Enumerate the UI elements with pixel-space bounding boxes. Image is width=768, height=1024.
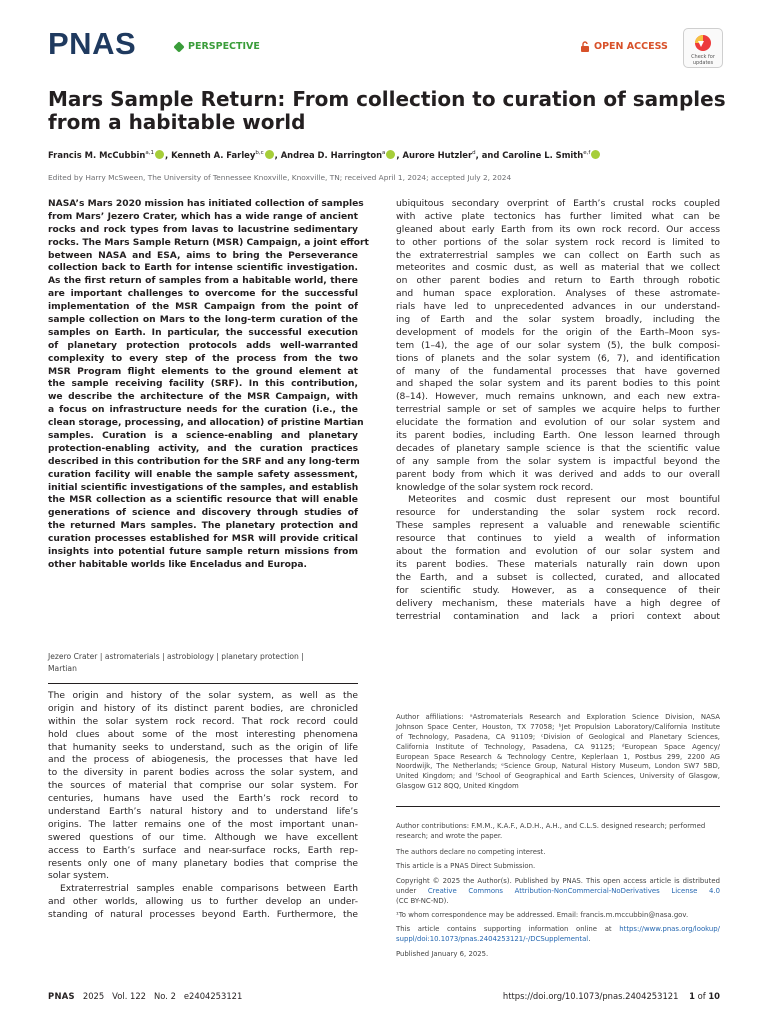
author-5[interactable]: Caroline L. Smith$^{e,f}$	[502, 150, 591, 160]
abstract-line: other habitable worlds like Enceladus and Europa.	[48, 559, 308, 570]
body-line: standing of natural processes beyond Earth. Furthermore, the	[48, 910, 358, 921]
body-line: elucidate the formation and evolution of our solar system and	[396, 418, 720, 429]
abstract-line: of planetary protection protocols adds well-warranted	[48, 340, 358, 351]
body-line: resource for understanding the solar system rock record.	[396, 508, 720, 519]
body-line: and human space exploration. Analyses of these astromate-	[396, 289, 720, 300]
body-line: hold clues about some of the most interesting phenomena	[48, 729, 358, 740]
body-line: its parent bodies. These materials naturally rain down upon	[396, 559, 720, 570]
body-line: centuries, humans have used the Earth’s rock record to	[48, 794, 358, 805]
abstract-line: complexity to every step of the process from the two	[48, 353, 358, 364]
body-line: of any sample from the solar system is impactful beyond the	[396, 456, 720, 467]
perspective-icon	[173, 41, 184, 52]
keyword-line: Jezero Crater | astromaterials | astrobiology | planetary protection |	[48, 652, 304, 661]
body-left-column	[48, 690, 358, 922]
abstract-line: curation facility will enable the sample safety assessment,	[48, 469, 358, 480]
abstract-line: samples on Earth. In particular, the successful execution	[48, 327, 358, 338]
open-access-text: OPEN ACCESS	[594, 41, 668, 52]
author-affiliations	[396, 713, 720, 792]
abstract-line: generations of science and discovery through studies of	[48, 508, 358, 519]
supporting-info-note: This article contains supporting information online at https://www.pnas.org/lookup/ suppl/doi:10.1073/pnas.2404253121/-/DCSupplemental.	[396, 925, 720, 943]
body-line: solar system.	[48, 871, 110, 882]
abstract-line: from Mars’ Jezero Crater, which has a wide range of ancient	[48, 211, 358, 222]
affiliation-line: California Institute of Technology, Pasadena, CA 91125; ᵈEuropean Space Agency/	[396, 742, 720, 751]
abstract-line: the MSR collection as a scientific resource that will enable	[48, 495, 358, 506]
published-date: Published January 6, 2025.	[396, 950, 489, 958]
body-line: tions of planets and the solar system (6, 7), and identification	[396, 353, 720, 364]
abstract-line: protection-enabling activity, and the curation practices	[48, 443, 358, 454]
body-line: about the formation and evolution of our solar system and	[396, 547, 720, 558]
body-line: its parent bodies, including Earth. One lesson learned through	[396, 431, 720, 442]
abstract-line: are important challenges to overcome for the successful	[48, 289, 358, 300]
abstract-line: initial scientific investigations of the samples, and establish	[48, 482, 359, 493]
body-line: for scientific study. However, as a consequence of their	[396, 585, 720, 596]
abstract-line: samples. Curation is a science-enabling and planetary	[48, 431, 358, 442]
body-line: Extraterrestrial samples enable comparisons between Earth	[60, 884, 358, 895]
body-line: resents only one of many planetary bodies that comprise the	[48, 858, 358, 869]
affiliation-line: of Technology, Pasadena, CA 91109; ᶜDivision of Geological and Planetary Sciences,	[396, 732, 720, 741]
abstract-line: collection back to Earth for intense scientific investigation.	[48, 263, 358, 274]
supporting-info-link-cont[interactable]: suppl/doi:10.1073/pnas.2404253121/-/DCSupplemental	[396, 934, 589, 943]
check-for-updates-button[interactable]	[683, 28, 723, 68]
footer-citation: 2025 Vol. 122 No. 2 e2404253121	[82, 991, 243, 1001]
check-updates-text: Check for updates	[691, 54, 715, 66]
submission-note: This article is a PNAS Direct Submission.	[396, 862, 536, 870]
body-line: ing of Earth and the solar system broadly, including the	[396, 315, 720, 326]
affiliation-line: Glasgow G12 8QQ, United Kingdom	[396, 782, 519, 791]
abstract	[48, 198, 369, 572]
abstract-line: insights into potential future sample return missions from	[48, 547, 358, 558]
copyright-note: Copyright © 2025 the Author(s). Published by PNAS. This open access article is distributed under Creative Commons Attribution-NonCommercial-NoDerivatives License 4.0 (CC BY-NC-ND).	[396, 877, 720, 905]
body-line: resource that continues to yield a wealth of information	[396, 534, 720, 545]
body-line: gleaned about early Earth from its own rock record. Our access	[396, 224, 720, 235]
body-line: to the diversity in parent bodies across the solar system, and	[48, 768, 358, 779]
body-right-column	[396, 198, 720, 623]
license-link[interactable]: Creative Commons Attribution-NonCommercial-NoDerivatives License 4.0	[427, 886, 720, 895]
body-line: (8–14). However, much remains unknown, and each new extra-	[396, 392, 720, 403]
affiliation-line: Johnson Space Center, Houston, TX 77058; ᵇJet Propulsion Laboratory/California Institute	[396, 722, 720, 731]
abstract-line: between NASA and ESA, aims to bring the Perseverance	[48, 250, 358, 261]
page-total: 10	[708, 991, 720, 1001]
orcid-icon[interactable]	[155, 150, 164, 159]
keywords	[48, 651, 358, 674]
body-line: the extraterrestrial samples we can collect on Earth such as	[396, 250, 720, 261]
body-paragraph	[396, 494, 720, 623]
body-line: within the solar system rock record. That rock record could	[48, 716, 358, 727]
body-line: swered questions of our time. Although we have excellent	[48, 832, 358, 843]
author-4[interactable]: Aurore Hutzler$^d$	[402, 150, 476, 160]
body-line: understand Earth’s natural history and to understand life’s	[48, 807, 358, 818]
affiliation-line: European Space Research & Technology Centre, Keplerlaan 1, Postbus 299, 2200 AG	[396, 752, 720, 761]
author-3[interactable]: Andrea D. Harrington$^a$	[280, 150, 386, 160]
abstract-line: rocks and rock types from lavas to lacustrine sedimentary	[48, 224, 358, 235]
body-line: Meteorites and cosmic dust represent our most bountiful	[408, 495, 720, 506]
body-paragraph	[48, 690, 358, 883]
body-line: with active plate tectonics has further limited what can be	[396, 211, 720, 222]
orcid-icon[interactable]	[386, 150, 395, 159]
affiliation-line: United Kingdom; and ᶠSchool of Geographical and Earth Sciences, University of Glasgow,	[396, 772, 720, 781]
body-line: to other portions of the solar system rock record is limited to	[396, 237, 720, 248]
open-access-badge[interactable]	[580, 41, 668, 52]
body-line: of many of the fundamental processes that have governed	[396, 366, 720, 377]
abstract-line: As the first return of samples from a habitable world, there	[48, 276, 358, 287]
orcid-icon[interactable]	[591, 150, 600, 159]
body-line: rials have led to unprecedented advances in our understand-	[396, 302, 720, 313]
abstract-line: MSR Program flight elements to the ground element at	[48, 366, 358, 377]
body-paragraph	[396, 198, 720, 494]
competing-interest: The authors declare no competing interest.	[396, 848, 546, 856]
body-line: and other worlds, allowing us to further develop an under-	[48, 897, 358, 908]
open-lock-icon	[580, 41, 590, 52]
footer-journal[interactable]: PNAS	[48, 991, 75, 1001]
abstract-line: rocks. The Mars Sample Return (MSR) Campaign, a joint effort	[48, 237, 369, 248]
body-line: and shaped the solar system and its parent bodies to this point	[396, 379, 720, 390]
body-line: tem (1–4), the age of our solar system (5), the bulk composi-	[396, 340, 720, 351]
abstract-line: described in this contribution for the SRF and any long-term	[48, 456, 360, 467]
body-line: knowledge of the solar system rock record.	[396, 482, 594, 493]
supporting-info-link[interactable]: https://www.pnas.org/lookup/	[619, 925, 720, 933]
journal-logo[interactable]: PNAS	[48, 26, 137, 61]
author-1[interactable]: Francis M. McCubbin$^{a,1}$	[48, 150, 154, 160]
body-line: decades of planetary sample science is that the scientific value	[396, 443, 720, 454]
abstract-line: the returned Mars samples. The planetary protection and	[48, 521, 358, 532]
abstract-line: NASA’s Mars 2020 mission has initiated collection of samples	[48, 199, 364, 209]
body-line: parent body from which it was derived and adds to our overall	[396, 469, 720, 480]
page-current: 1	[689, 991, 695, 1001]
abstract-line: sample collection on Mars to the long-term curation of the	[48, 315, 358, 326]
body-line: origins. The latter remains one of the most important unan-	[48, 819, 358, 830]
body-line: ubiquitous secondary overprint of Earth’s crustal rocks coupled	[396, 199, 720, 209]
affiliation-line: Author affiliations: ᵃAstromaterials Research and Exploration Science Division, NASA	[396, 713, 720, 721]
body-line: These samples represent a valuable and renewable scientific	[396, 521, 720, 532]
affiliation-line: Noordwijk, The Netherlands; ᵉScience Group, Natural History Museum, London SW7 5BD,	[396, 762, 720, 771]
section-label	[174, 41, 260, 52]
body-line: delivery mechanism, these materials have a high degree of	[396, 598, 720, 609]
author-contributions: Author contributions: F.M.M., K.A.F., A.D.H., A.H., and C.L.S. designed research; performed research; and wrote the paper.	[396, 822, 706, 840]
article-title: Mars Sample Return: From collection to curation of samples from a habitable world	[48, 87, 726, 134]
correspondence-note: ¹To whom correspondence may be addressed. Email: francis.m.mccubbin@nasa.gov.	[396, 911, 689, 919]
footer-doi-link[interactable]: https://doi.org/10.1073/pnas.2404253121	[502, 991, 679, 1001]
abstract-line: clean storage, processing, and allocation) of pristine Martian	[48, 418, 364, 429]
abstract-line: the sample receiving facility (SRF). In this contribution,	[48, 379, 358, 390]
body-line: access to Earth’s surface and near-surface rocks, Earth rep-	[48, 845, 358, 856]
abstract-line: a focus on infrastructure needs for the curation (i.e., the	[48, 405, 358, 416]
page-separator: of	[697, 991, 706, 1001]
section-text: PERSPECTIVE	[188, 41, 260, 52]
body-line: and the process of abiogenesis, the processes that have led	[48, 755, 358, 766]
body-line: origin and history of its distinct parent bodies, are chronicled	[48, 703, 358, 714]
author-2[interactable]: Kenneth A. Farley$^{b,c}$	[171, 150, 264, 160]
body-line: that humanity seeks to understand, such as the origin of life	[48, 742, 358, 753]
abstract-line: curation processes established for MSR will provide critical	[48, 534, 358, 545]
body-line: the sources of material that comprise our solar system. For	[48, 781, 358, 792]
keywords-divider	[48, 683, 358, 684]
body-line: The origin and history of the solar system, as well as the	[48, 691, 358, 701]
orcid-icon[interactable]	[265, 150, 274, 159]
editor-line: Edited by Harry McSween, The University of Tennessee Knoxville, Knoxville, TN; received April 1, 2024; accepted July 2, 2024	[48, 173, 512, 182]
body-line: terrestrial contamination and lack a priori context about	[396, 611, 720, 622]
keyword-line: Martian	[48, 663, 77, 673]
abstract-line: we describe the architecture of the MSR Campaign, with	[48, 392, 358, 403]
body-line: development of models for the origin of the Earth–Moon sys-	[396, 327, 720, 338]
body-line: the Earth, and a subset is collected, curated, and allocated	[396, 572, 720, 583]
affiliations-divider	[396, 806, 720, 807]
body-line: on other parent bodies and return to Earth through robotic	[396, 276, 720, 287]
author-list: Francis M. McCubbin$^{a,1}$ , Kenneth A. Farley$^{b,c}$ , Andrea D. Harrington$^a$ , Aurore Hutzler$^d$, and Caroline L. Smith$^{e,f}$	[48, 150, 738, 160]
body-line: meteorites and cosmic dust, as well as material that we collect	[396, 263, 720, 274]
abstract-line: implementation of the MSR Campaign from the point of	[48, 302, 358, 313]
body-line: terrestrial sample or set of samples we acquire helps to further	[396, 405, 720, 416]
body-paragraph	[48, 883, 358, 922]
